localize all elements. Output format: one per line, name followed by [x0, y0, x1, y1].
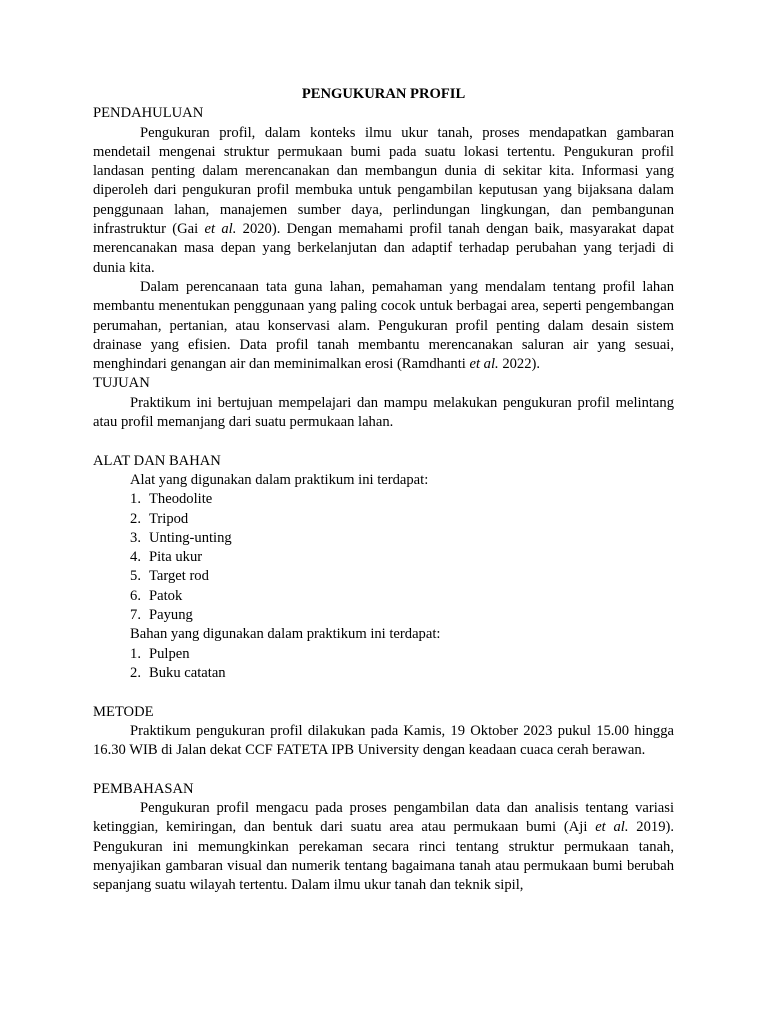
list-number: 6. — [130, 587, 141, 604]
text-run: Dalam perencanaan tata guna lahan, pemahaman yang mendalam tentang profil lahan membantu menentukan penggunaan yang paling cocok untuk berbagai area, seperti pengembangan perumahan, pertanian, atau konservasi alam. Pengukuran profil penting dalam desain sistem drainase yang efisien. Data profil tanah membantu merencanakan saluran air yang sesuai, menghindari genangan air dan meminimalkan erosi (Ramdhanti — [93, 278, 674, 373]
citation-italic: et al. — [469, 356, 499, 373]
text-run: 2022). — [498, 356, 541, 373]
spacer — [93, 683, 674, 702]
paragraph-metode: Praktikum pengukuran profil dilakukan pada Kamis, 19 Oktober 2023 pukul 15.00 hingga 16.30 WIB di Jalan dekat CCF FATETA IPB University dengan keadaan cuaca cerah berawan. — [93, 722, 674, 759]
text-run: 2020). Dengan memahami profil tanah dengan baik, masyarakat dapat merencanakan masa depan yang berkelanjutan dan adaptif terhadap perubahan yang terjadi di dunia kita. — [93, 221, 674, 276]
heading-alat-bahan: ALAT DAN BAHAN — [93, 452, 221, 469]
document-page — [93, 85, 674, 895]
document-title: PENGUKURAN PROFIL — [301, 86, 466, 102]
list-label: Theodolite — [149, 491, 213, 508]
list-label: Pulpen — [149, 645, 190, 662]
bahan-list — [93, 645, 674, 684]
list-number: 1. — [130, 491, 141, 508]
alat-intro: Alat yang digunakan dalam praktikum ini terdapat: — [130, 471, 429, 488]
list-item — [93, 606, 674, 625]
paragraph-pendahuluan-2 — [93, 278, 674, 374]
paragraph-pendahuluan-1 — [93, 124, 674, 278]
heading-metode: METODE — [93, 703, 154, 720]
paragraph-tujuan: Praktikum ini bertujuan mempelajari dan mampu melakukan pengukuran profil melintang atau profil memanjang dari suatu permukaan lahan. — [93, 394, 674, 431]
list-number: 2. — [130, 510, 141, 527]
list-label: Target rod — [149, 568, 209, 585]
list-item — [93, 490, 674, 509]
citation-italic: et al. — [595, 819, 629, 836]
citation-italic: et al. — [204, 221, 237, 238]
paragraph-pembahasan-1 — [93, 799, 674, 895]
list-number: 7. — [130, 607, 141, 624]
list-number: 5. — [130, 568, 141, 585]
list-label: Payung — [149, 607, 193, 624]
list-item — [93, 567, 674, 586]
list-item — [93, 645, 674, 664]
list-item — [93, 587, 674, 606]
list-label: Pita ukur — [149, 549, 203, 566]
spacer — [93, 760, 674, 779]
list-number: 2. — [130, 664, 141, 681]
heading-tujuan: TUJUAN — [93, 375, 150, 392]
list-number: 4. — [130, 549, 141, 566]
list-number: 3. — [130, 529, 141, 546]
alat-list — [93, 490, 674, 625]
list-item — [93, 664, 674, 683]
list-label: Patok — [149, 587, 183, 604]
text-run: 2019). Pengukuran ini memungkinkan perekaman secara rinci tentang struktur permukaan tanah, menyajikan gambaran visual dan numerik tentang bagaimana tanah atau permukaan bumi berubah sepanjang suatu wilayah tertentu. Dalam ilmu ukur tanah dan teknik sipil, — [93, 819, 674, 894]
list-label: Buku catatan — [149, 664, 226, 681]
list-item — [93, 510, 674, 529]
list-item — [93, 529, 674, 548]
heading-pembahasan: PEMBAHASAN — [93, 780, 194, 797]
text-run: Pengukuran profil mengacu pada proses pengambilan data dan analisis tentang variasi ketinggian, kemiringan, dan bentuk dari suatu area atau permukaan bumi (Aji — [93, 799, 674, 836]
list-number: 1. — [130, 645, 141, 662]
list-label: Tripod — [149, 510, 189, 527]
spacer — [93, 432, 674, 451]
bahan-intro: Bahan yang digunakan dalam praktikum ini terdapat: — [130, 626, 441, 643]
text-run: Pengukuran profil, dalam konteks ilmu ukur tanah, proses mendapatkan gambaran mendetail mengenai struktur permukaan bumi pada suatu lokasi tertentu. Pengukuran profil landasan penting dalam merencanakan dan membangun dunia di sekitar kita. Informasi yang diperoleh dari pengukuran profil membuka untuk pengambilan keputusan yang bijaksana dalam penggunaan lahan, manajemen sumber daya, perlindungan lingkungan, dan pembangunan infrastruktur (Gai — [93, 124, 674, 238]
heading-pendahuluan: PENDAHULUAN — [93, 105, 204, 122]
list-item — [93, 548, 674, 567]
list-label: Unting-unting — [149, 529, 232, 546]
